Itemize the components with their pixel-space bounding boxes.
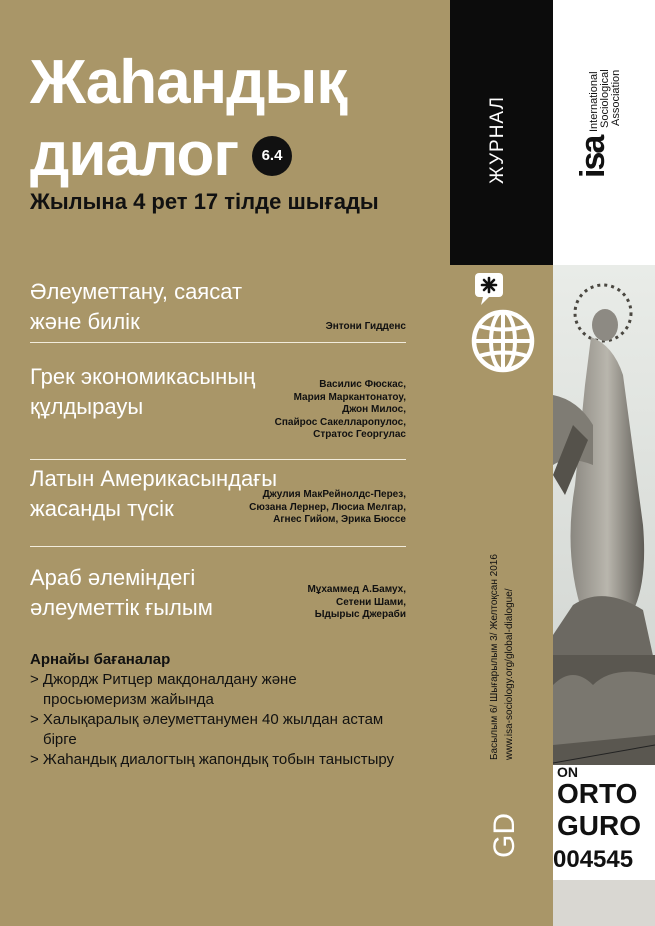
article-title-line1: Грек экономикасының [30,364,256,389]
special-item[interactable] [30,750,430,770]
special-item[interactable] [30,710,430,750]
article-authors [326,321,406,334]
isa-name-line3: Association [610,69,622,126]
article-1[interactable] [30,277,406,337]
article-3[interactable] [30,464,406,534]
article-authors [275,379,406,442]
special-item[interactable] [30,670,430,710]
article-title-line2: әлеуметтік ғылым [30,595,213,620]
isa-name-line2: Sociological [599,69,611,128]
article-title [30,362,255,422]
author: Джон Милос, [342,404,406,415]
issue-info: Басылым 6/ Шығарылым 3/ Желтоқсан 2016 [489,554,500,760]
photo-bottom [553,880,655,926]
author: Агнес Гийом, Эрика Бюссе [273,514,406,525]
special-item-line: > Халықаралық әлеуметтанумен 40 жылдан астам [30,711,384,728]
article-title-line1: Әлеуметтану, саясат [30,279,243,304]
divider [30,546,406,547]
banner-text: 004545 [553,846,634,873]
globe-icon [467,271,539,373]
author: Ыдырыс Джераби [314,609,406,620]
divider [30,342,406,343]
author: Сюзана Лернер, Люсиа Мелгар, [249,501,406,513]
article-title-line1: Латын Америкасындағы [30,466,278,491]
author: Стратос Георгулас [313,429,406,440]
author: Мұхаммед А.Бамух, [307,584,406,595]
article-title [30,563,213,623]
author: Джулия МакРейнолдс-Перез, [262,489,406,500]
magazine-title-line2: диалог [30,120,239,189]
banner-text: ON [557,764,578,780]
subtitle: Жылына 4 рет 17 тілде шығады [30,189,379,214]
issue-badge: 6.4 [252,136,292,176]
gd-label: GD [488,813,521,858]
special-columns [30,650,430,770]
banner-text: GURO [557,810,641,841]
article-authors [249,489,406,527]
special-item-line: > Джордж Ритцер макдоналдану және [30,671,297,688]
author: Василис Фюскас, [319,379,406,390]
article-title [30,464,277,524]
special-item-line: просьюмеризм жайында [43,691,214,708]
isa-name-line1: International [588,71,600,132]
author: Мария Маркантонатоу, [293,391,406,403]
author: Сетени Шами, [335,596,406,608]
article-4[interactable] [30,563,406,627]
website-url[interactable]: www.isa-sociology.org/global-dialogue/ [504,588,515,760]
divider [30,459,406,460]
special-item-line: бірге [43,731,77,748]
magazine-title-line1: Жаһандық [30,48,347,117]
article-title-line2: жасанды түсік [30,496,174,521]
article-title-line2: құлдырауы [30,394,144,419]
journal-label: ЖУРНАЛ [487,96,508,184]
statue-photo [553,265,655,880]
special-columns-title: Арнайы бағаналар [30,651,171,668]
article-title-line1: Араб әлеміндегі [30,565,196,590]
article-authors [307,584,406,622]
author: Энтони Гидденс [325,321,406,332]
author: Спайрос Сакелларопулос, [274,416,406,428]
special-item-line: > Жаһандық диалогтың жапондық тобын таныстыру [30,751,395,768]
article-title [30,277,242,337]
isa-logo: isa [574,136,612,178]
banner-text: ORTO [557,778,638,809]
article-title-line2: және билік [30,309,140,334]
article-2[interactable] [30,362,406,452]
